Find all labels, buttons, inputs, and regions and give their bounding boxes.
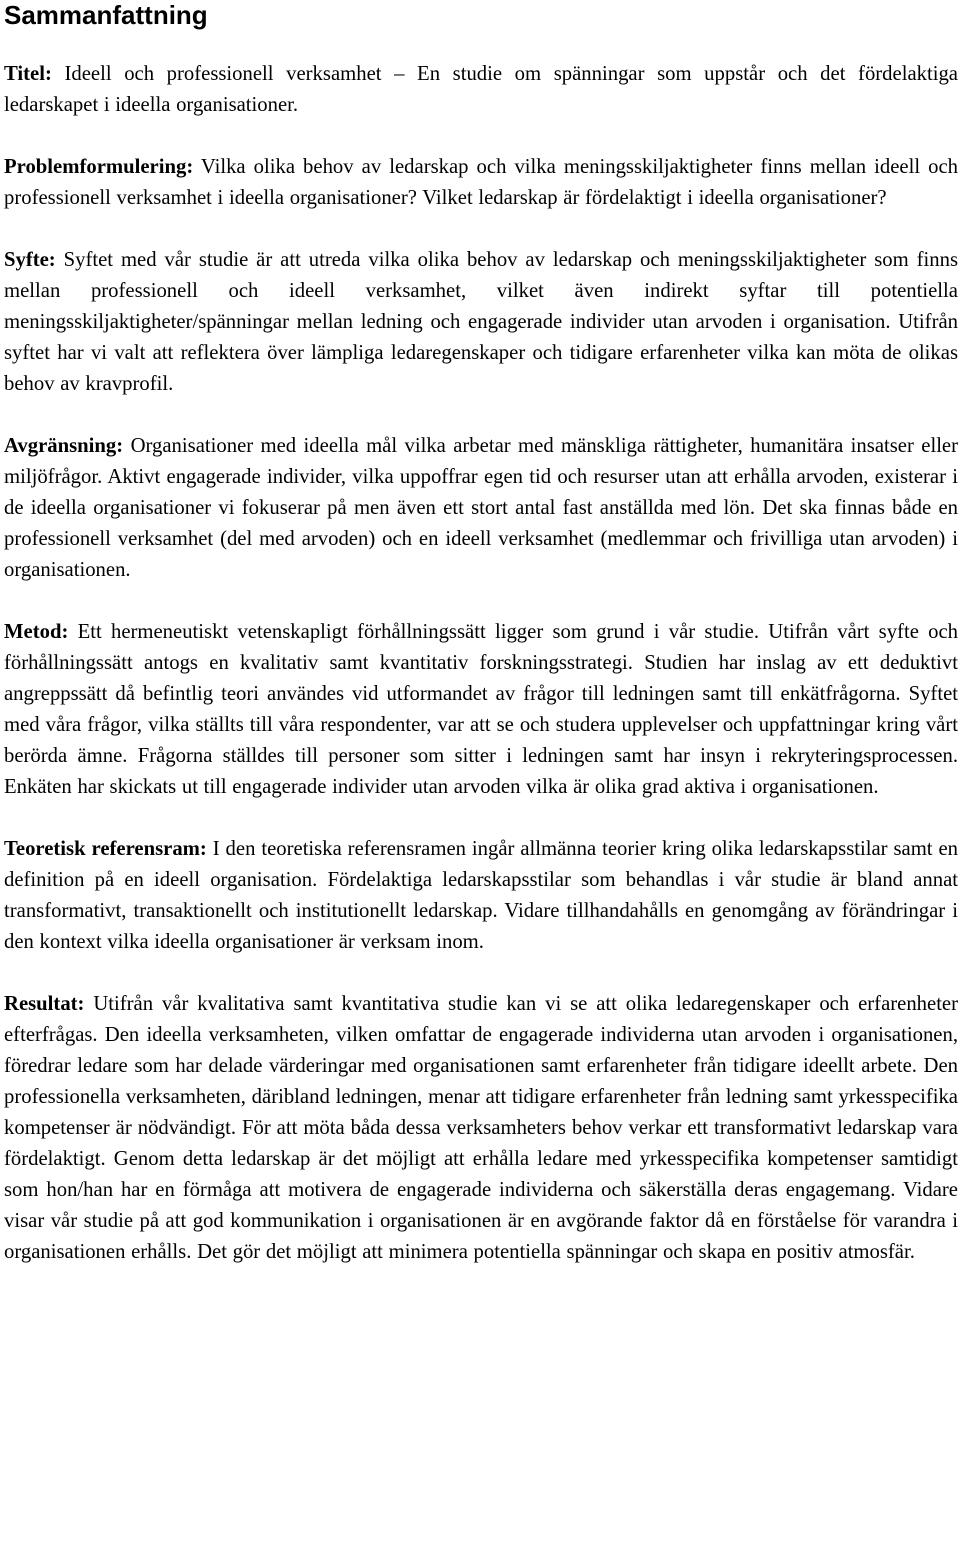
section-text: Ideell och professionell verksamhet – En studie om spänningar som uppstår och det fördelaktiga ledarskapet i ideella organisationer. bbox=[4, 63, 958, 116]
section-text: Syftet med vår studie är att utreda vilka olika behov av ledarskap och meningsskiljaktigheter som finns mellan professionell och ideell verksamhet, vilket även indirekt syftar till potentiella meningsskiljaktigheter/spänningar mellan ledning och engagerade individer utan arvoden i organisation. Utifrån syftet har vi valt att reflektera över lämpliga ledaregenskaper och tidigare erfarenheter vilka kan möta de olikas behov av kravprofil. bbox=[4, 249, 958, 395]
section-problemformulering bbox=[4, 152, 958, 214]
section-text: Utifrån vår kvalitativa samt kvantitativa studie kan vi se att olika ledaregenskaper och erfarenheter efterfrågas. Den ideella verksamheten, vilken omfattar de engagerade individerna utan arvoden i organisationen, föredrar ledare som har delade värderingar med organisationen samt erfarenheter från tidigare ideellt arbete. Den professionella verksamheten, däribland ledningen, menar att tidigare erfarenheter från ledning samt yrkesspecifika kompetenser är nödvändigt. För att möta båda dessa verksamheters behov verkar ett transformativt ledarskap vara fördelaktigt. Genom detta ledarskap är det möjligt att erhålla ledare med yrkesspecifika kompetenser samtidigt som hon/han har en förmåga att motivera de engagerade individerna och säkerställa deras engagemang. Vidare visar vår studie på att god kommunikation i organisationen är en avgörande faktor då en förståelse för varandra i organisationen erhålls. Det gör det möjligt att minimera potentiella spänningar och skapa en positiv atmosfär. bbox=[4, 993, 959, 1263]
section-label: Metod: bbox=[4, 621, 69, 643]
section-text: Ett hermeneutiskt vetenskapligt förhållningssätt ligger som grund i vår studie. Utifrån vårt syfte och förhållningssätt antogs en kvalitativ samt kvantitativ forskningsstrategi. Studien har inslag av ett deduktivt angreppssätt då befintlig teori användes vid utformandet av frågor till ledningen samt till enkätfrågorna. Syftet med våra frågor, vilka ställts till våra respondenter, var att se och studera upplevelser och uppfattningar kring vårt berörda ämne. Frågorna ställdes till personer som sitter i ledningen samt har insyn i rekryteringsprocessen. Enkäten har skickats ut till engagerade individer utan arvoden vilka är olika grad aktiva i organisationen. bbox=[4, 621, 959, 798]
page-title: Sammanfattning bbox=[4, 0, 208, 30]
section-label: Avgränsning: bbox=[4, 435, 124, 457]
section-titel bbox=[4, 59, 958, 121]
section-teoretisk-referensram bbox=[4, 834, 958, 958]
section-label: Resultat: bbox=[4, 993, 85, 1015]
section-syfte bbox=[4, 245, 958, 400]
section-label: Syfte: bbox=[4, 249, 56, 271]
section-text: I den teoretiska referensramen ingår allmänna teorier kring olika ledarskapsstilar samt en definition på en ideell organisation. Fördelaktiga ledarskapsstilar som behandlas i vår studie är bland annat transformativt, transaktionellt och institutionellt ledarskap. Vidare tillhandahålls en genomgång av förändringar i den kontext vilka ideella organisationer är verksam inom. bbox=[4, 838, 959, 953]
section-resultat bbox=[4, 989, 958, 1268]
section-label: Teoretisk referensram: bbox=[4, 838, 207, 860]
section-metod bbox=[4, 617, 958, 803]
section-avgransning bbox=[4, 431, 958, 586]
section-text: Organisationer med ideella mål vilka arbetar med mänskliga rättigheter, humanitära insatser eller miljöfrågor. Aktivt engagerade individer, vilka uppoffrar egen tid och resurser utan att erhålla arvoden, existerar i de ideella organisationer vi fokuserar på men även ett stort antal fast anställda med lön. Det ska finnas både en professionell verksamhet (del med arvoden) och en ideell verksamhet (medlemmar och frivilliga utan arvoden) i organisationen. bbox=[4, 435, 959, 581]
section-label: Titel: bbox=[4, 63, 52, 85]
section-text: Vilka olika behov av ledarskap och vilka meningsskiljaktigheter finns mellan ideell och professionell verksamhet i ideella organisationer? Vilket ledarskap är fördelaktigt i ideella organisationer? bbox=[4, 156, 958, 209]
section-label: Problemformulering: bbox=[4, 156, 194, 178]
